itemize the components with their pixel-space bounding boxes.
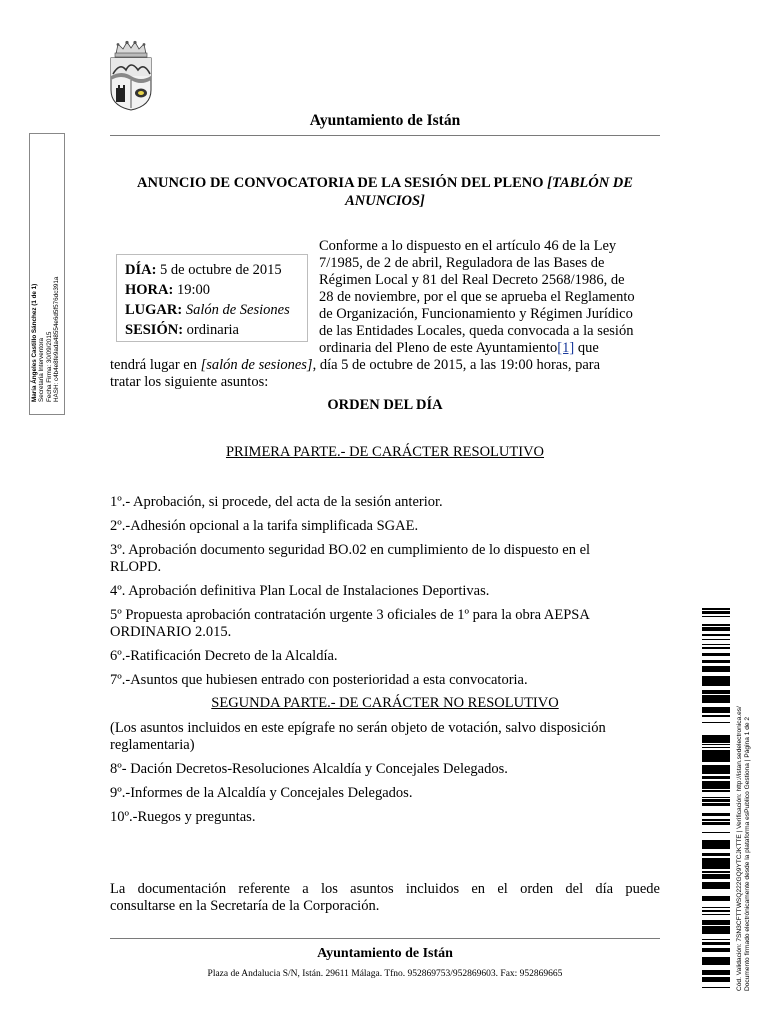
validation-barcode <box>702 608 730 988</box>
agenda-item-10: 10º.-Ruegos y preguntas. <box>110 809 256 825</box>
verification-platform: Documento firmado electrónicamente desde la plataforma esPublico Gestiona | Página 1 de 2 <box>744 716 751 991</box>
footer-title: Ayuntamiento de Istán <box>317 946 453 961</box>
signature-hash: HASH: c4b4e8fe9ada48554e6d5f576dc391a <box>53 276 61 402</box>
signature-date: Fecha Firma: 30/09/2015 <box>46 331 53 402</box>
agenda-item-6: 6º.-Ratificación Decreto de la Alcaldía. <box>110 648 338 664</box>
footer-address: Plaza de Andalucia S/N, Istán. 29611 Málaga. Tfno. 952869753/952869603. Fax: 952869665 <box>207 969 563 979</box>
intro-line-2: 7/1985, de 2 de abril, Reguladora de las Bases de <box>319 255 605 271</box>
closing-line-2: consultarse en la Secretaría de la Corporación. <box>110 898 380 914</box>
intro-line-9: tratar los siguiente asuntos: <box>110 374 269 390</box>
lugar-label: LUGAR: <box>125 302 183 318</box>
dia-value: 5 de octubre de 2015 <box>156 262 282 278</box>
agenda-item-9: 9º.-Informes de la Alcaldía y Concejales Delegados. <box>110 785 413 801</box>
intro-line-8a: tendrá lugar en <box>110 357 201 373</box>
intro-line-3: Régimen Local y 81 del Real Decreto 2568/1986, de <box>319 272 625 288</box>
intro-line-5: de Organización, Funcionamiento y Régimen Jurídico <box>319 306 633 322</box>
announcement-title-italic: [TABLÓN DE <box>547 175 633 191</box>
part2-title: SEGUNDA PARTE.- DE CARÁCTER NO RESOLUTIVO <box>211 695 559 711</box>
part1-title: PRIMERA PARTE.- DE CARÁCTER RESOLUTIVO <box>225 444 545 460</box>
session-info-box <box>116 254 308 342</box>
hora-value: 19:00 <box>173 282 210 298</box>
intro-line-1: Conforme a lo dispuesto en el artículo 46 de la Ley <box>319 238 617 254</box>
announcement-title <box>110 174 660 210</box>
intro-line-7-text: ordinaria del Pleno de este Ayuntamiento <box>319 340 558 356</box>
agenda-item-7: 7º.-Asuntos que hubiesen entrado con posterioridad a esta convocatoria. <box>110 672 528 688</box>
info-dia <box>125 262 282 279</box>
dia-label: DÍA: <box>125 262 157 278</box>
footer-divider <box>110 938 660 939</box>
part2-note: (Los asuntos incluidos en este epígrafe no serán objeto de votación, salvo disposición <box>110 720 606 736</box>
sesion-value: ordinaria <box>183 322 239 338</box>
info-sesion <box>125 322 239 339</box>
agenda-item-5: 5º Propuesta aprobación contratación urgente 3 oficiales de 1º para la obra AEPSA <box>110 607 590 623</box>
signer-name: María Ángeles Castillo Sánchez (1 de 1) <box>31 283 39 402</box>
agenda-item-8: 8º- Dación Decretos-Resoluciones Alcaldía y Concejales Delegados. <box>110 761 508 777</box>
intro-line-7 <box>319 340 599 357</box>
info-lugar <box>125 302 290 319</box>
closing-line-1: La documentación referente a los asuntos incluidos en el orden del día puede <box>110 881 660 897</box>
page-title: Ayuntamiento de Istán <box>309 112 461 129</box>
agenda-item-1: 1º.- Aprobación, si procede, del acta de la sesión anterior. <box>110 494 443 510</box>
hora-label: HORA: <box>125 282 174 298</box>
announcement-title-line1: ANUNCIO DE CONVOCATORIA DE LA SESIÓN DEL PLENO <box>137 175 548 191</box>
intro-line-7-end: que <box>574 340 599 356</box>
signer-role: Secretaria Interventora <box>38 337 46 402</box>
intro-line-8b: [salón de sesiones] <box>200 357 313 373</box>
intro-line-4: 28 de noviembre, por el que se aprueba el Reglamento <box>319 289 635 305</box>
agenda-item-5-cont: ORDINARIO 2.015. <box>110 624 232 640</box>
footnote-link[interactable]: [1] <box>557 340 575 356</box>
verification-code: Cód. Validación: 7SN3CFTTWSQ222GQ9YTCJKTTE | Verificación: http://istan.sedelectronica.es/ <box>736 706 743 991</box>
intro-line-6: de las Entidades Locales, queda convocada a la sesión <box>319 323 634 339</box>
agenda-title: ORDEN DEL DÍA <box>327 397 443 413</box>
header-divider <box>110 135 660 136</box>
intro-line-8c: , día 5 de octubre de 2015, a las 19:00 horas, para <box>312 357 601 373</box>
verification-text <box>736 611 752 991</box>
coat-of-arms-logo <box>108 40 154 112</box>
sesion-label: SESIÓN: <box>125 322 184 338</box>
part2-note-cont: reglamentaria) <box>110 737 195 753</box>
lugar-value: Salón de Sesiones <box>182 302 290 318</box>
agenda-item-3: 3º. Aprobación documento seguridad BO.02 en cumplimiento de lo dispuesto en el <box>110 542 591 558</box>
agenda-item-2: 2º.-Adhesión opcional a la tarifa simplificada SGAE. <box>110 518 419 534</box>
info-hora <box>125 282 210 299</box>
signature-stamp <box>31 142 61 402</box>
intro-line-8 <box>110 357 600 374</box>
agenda-item-4: 4º. Aprobación definitiva Plan Local de Instalaciones Deportivas. <box>110 583 490 599</box>
announcement-title-line2: ANUNCIOS] <box>345 193 425 209</box>
agenda-item-3-cont: RLOPD. <box>110 559 162 575</box>
